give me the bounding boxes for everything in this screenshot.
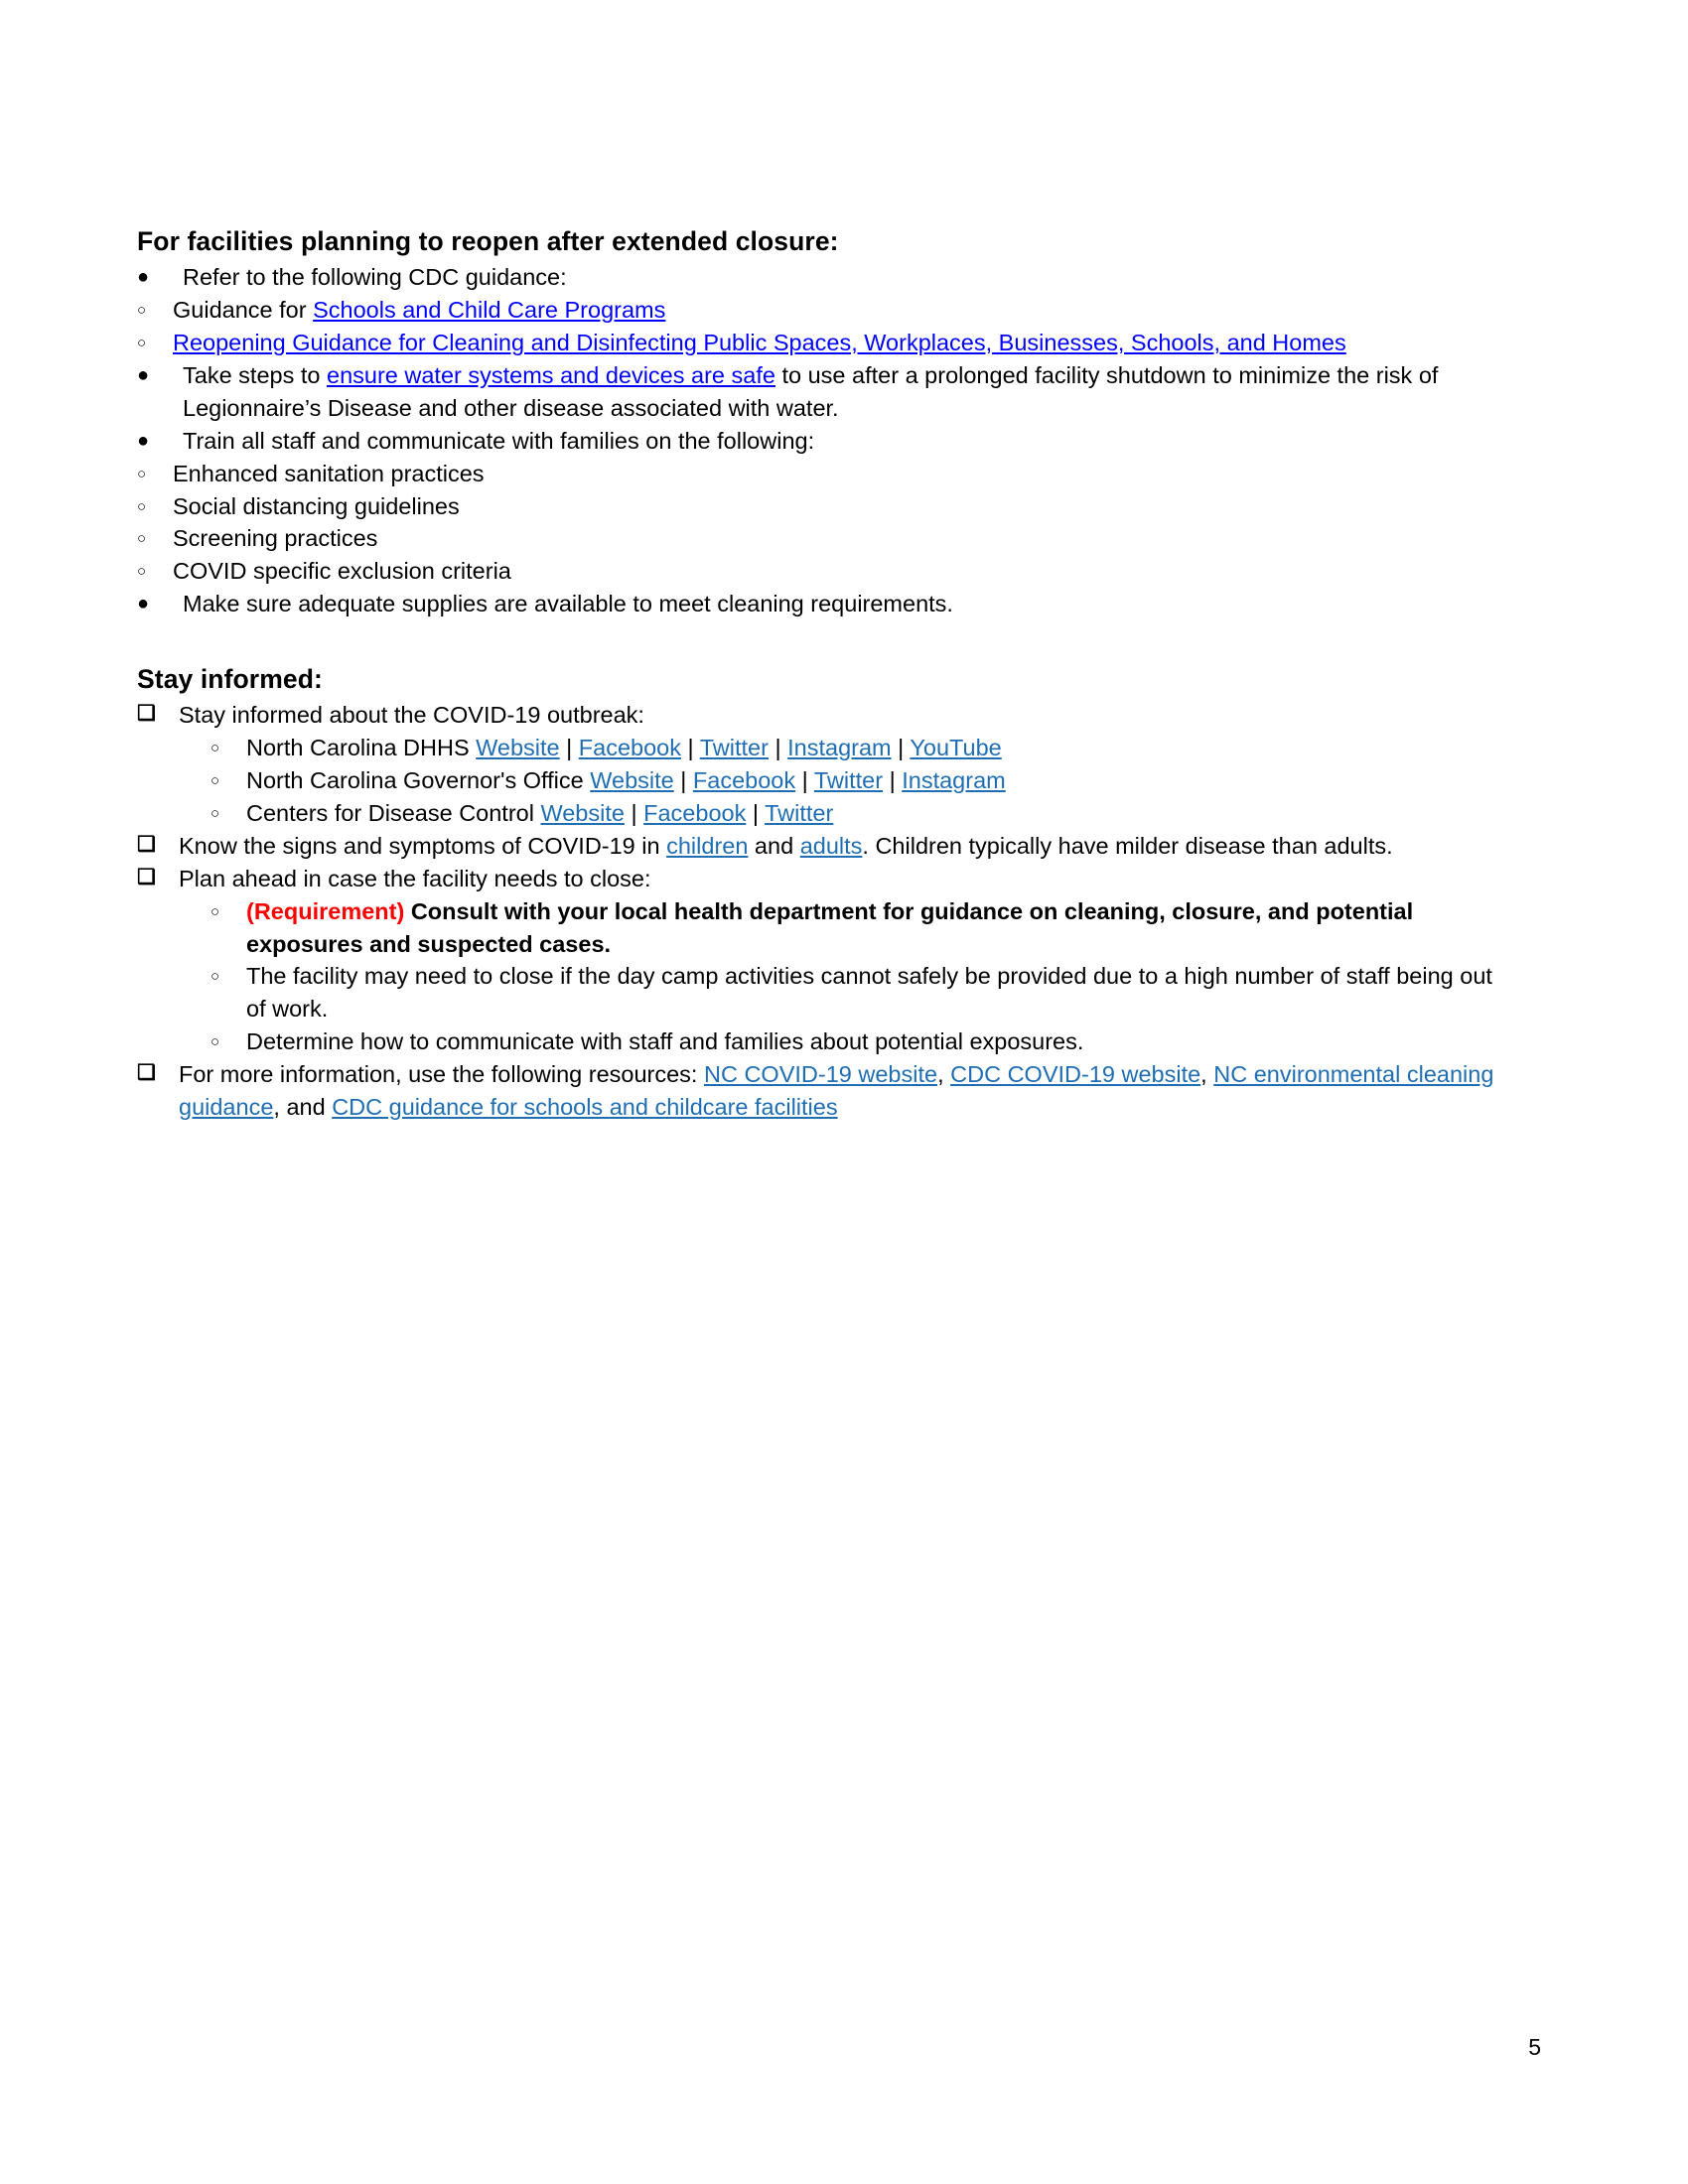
org-name-cdc: Centers for Disease Control	[246, 800, 541, 826]
list-item	[137, 522, 1507, 555]
checkbox-bullet-icon: ❑	[137, 832, 156, 856]
signs-symptoms-suffix: . Children typically have milder disease than adults.	[862, 832, 1393, 859]
list-item	[137, 425, 1507, 458]
circle-bullet-icon: ○	[211, 805, 220, 822]
link-dhhs-twitter[interactable]: Twitter	[699, 735, 769, 761]
list-item-label: Determine how to communicate with staff and families about potential exposures.	[246, 1028, 1084, 1055]
disc-bullet-icon: ●	[137, 363, 150, 386]
list-item-label: Plan ahead in case the facility needs to close:	[179, 865, 651, 891]
link-separator: |	[795, 767, 814, 794]
org-cdc-line	[246, 797, 1507, 830]
checkbox-bullet-icon: ❑	[137, 702, 156, 726]
link-children-symptoms[interactable]: children	[666, 832, 749, 859]
list-item	[211, 764, 1507, 797]
link-ensure-water-systems-safe[interactable]: ensure water systems and devices are safe	[327, 361, 775, 388]
water-systems-suffix: to use after a prolonged facility shutdown to minimize the risk of Legionnaire’s Disease and other disease associated with water.	[183, 361, 1439, 421]
link-cdc-website[interactable]: Website	[540, 800, 625, 826]
list-item	[211, 732, 1507, 764]
org-name-governor: North Carolina Governor's Office	[246, 767, 591, 794]
list-item	[211, 1025, 1507, 1058]
more-information-prefix: For more information, use the following resources:	[179, 1061, 704, 1088]
circle-bullet-icon: ○	[137, 563, 147, 581]
resources-comma-1: ,	[937, 1061, 951, 1088]
closure-plan-sublist	[211, 895, 1507, 1058]
list-item	[137, 490, 1507, 523]
list-item	[137, 830, 1507, 863]
list-item	[137, 458, 1507, 490]
circle-bullet-icon: ○	[137, 530, 147, 548]
disc-bullet-icon: ●	[137, 593, 150, 615]
list-item-label: Refer to the following CDC guidance:	[183, 264, 567, 291]
link-dhhs-facebook[interactable]: Facebook	[578, 735, 681, 761]
list-item	[137, 327, 1507, 359]
list-item-label: The facility may need to close if the day camp activities cannot safely be provided due to a high number of staff being out of work.	[246, 963, 1492, 1023]
checkbox-bullet-icon: ❑	[137, 865, 156, 888]
list-item-label: Enhanced sanitation practices	[173, 460, 485, 486]
disc-bullet-icon: ●	[137, 266, 150, 289]
link-separator: |	[681, 735, 700, 761]
circle-bullet-icon: ○	[211, 902, 220, 920]
link-separator: |	[746, 800, 766, 826]
requirement-body-text: Consult with your local health department for guidance on cleaning, closure, and potential exposures and suspected cases.	[246, 897, 1414, 957]
link-separator: |	[768, 735, 788, 761]
requirement-badge: (Requirement)	[246, 897, 405, 924]
link-adults-symptoms[interactable]: adults	[799, 832, 863, 859]
list-item	[137, 699, 1507, 732]
link-separator: |	[891, 735, 911, 761]
checkbox-bullet-icon: ❑	[137, 1061, 156, 1085]
list-item-label: COVID specific exclusion criteria	[173, 558, 511, 585]
link-reopening-guidance-cleaning-disinfecting[interactable]: Reopening Guidance for Cleaning and Disinfecting Public Spaces, Workplaces, Businesses, Schools, and Homes	[173, 330, 1346, 356]
organization-links-sublist	[211, 732, 1507, 830]
link-cdc-covid19-website[interactable]: CDC COVID-19 website	[950, 1061, 1201, 1088]
requirement-consult-line	[246, 895, 1507, 961]
link-separator: |	[883, 767, 903, 794]
more-information-line	[179, 1058, 1507, 1124]
page-number: 5	[1528, 2034, 1541, 2060]
stay-informed-list	[137, 699, 1507, 1124]
circle-bullet-icon: ○	[211, 740, 220, 757]
list-item-label: Screening practices	[173, 525, 378, 552]
link-governor-instagram[interactable]: Instagram	[902, 767, 1006, 794]
list-item	[137, 588, 1507, 620]
circle-bullet-icon: ○	[137, 335, 147, 352]
circle-bullet-icon: ○	[137, 302, 147, 320]
resources-conjunction: , and	[273, 1094, 333, 1121]
guidance-prefix-text: Guidance for	[173, 297, 314, 324]
link-cdc-twitter[interactable]: Twitter	[765, 800, 834, 826]
list-item	[137, 359, 1507, 425]
list-item	[211, 960, 1507, 1025]
link-governor-facebook[interactable]: Facebook	[692, 767, 796, 794]
training-topics-sublist	[137, 458, 1507, 589]
list-item	[137, 555, 1507, 588]
link-cdc-guidance-schools-childcare[interactable]: CDC guidance for schools and childcare facilities	[332, 1094, 838, 1121]
resources-comma-2: ,	[1200, 1061, 1214, 1088]
link-separator: |	[559, 735, 579, 761]
circle-bullet-icon: ○	[211, 1033, 220, 1051]
list-item	[137, 1058, 1507, 1124]
link-separator: |	[673, 767, 693, 794]
signs-symptoms-middle: and	[748, 832, 800, 859]
water-systems-line	[183, 359, 1507, 425]
circle-bullet-icon: ○	[137, 497, 147, 515]
link-cdc-facebook[interactable]: Facebook	[643, 800, 747, 826]
stay-informed-heading: Stay informed:	[137, 664, 323, 695]
link-dhhs-website[interactable]: Website	[476, 735, 560, 761]
list-item	[211, 797, 1507, 830]
circle-bullet-icon: ○	[211, 968, 220, 986]
guidance-reopening-line	[173, 327, 1507, 359]
list-item-label: Make sure adequate supplies are available to meet cleaning requirements.	[183, 591, 953, 617]
water-systems-prefix: Take steps to	[183, 361, 327, 388]
list-item-label: Train all staff and communicate with families on the following:	[183, 427, 815, 454]
circle-bullet-icon: ○	[137, 465, 147, 482]
link-governor-twitter[interactable]: Twitter	[813, 767, 884, 794]
cdc-guidance-sublist	[137, 294, 1507, 359]
circle-bullet-icon: ○	[211, 772, 220, 790]
link-dhhs-youtube[interactable]: YouTube	[910, 735, 1002, 761]
signs-symptoms-prefix: Know the signs and symptoms of COVID-19 in	[179, 832, 667, 859]
link-dhhs-instagram[interactable]: Instagram	[787, 735, 892, 761]
list-item-label: Stay informed about the COVID-19 outbreak:	[179, 702, 644, 729]
link-schools-child-care-programs[interactable]: Schools and Child Care Programs	[313, 297, 666, 324]
list-item	[137, 261, 1507, 294]
signs-symptoms-line	[179, 830, 1507, 863]
org-governor-line	[246, 764, 1507, 797]
reopen-bullet-list	[137, 261, 1507, 620]
list-item	[211, 895, 1507, 961]
list-item	[137, 294, 1507, 327]
page-content	[137, 226, 1507, 1124]
org-name-dhhs: North Carolina DHHS	[246, 735, 477, 761]
guidance-schools-line	[173, 294, 1507, 327]
link-separator: |	[624, 800, 644, 826]
link-governor-website[interactable]: Website	[590, 767, 674, 794]
list-item-label: Social distancing guidelines	[173, 492, 460, 519]
disc-bullet-icon: ●	[137, 429, 150, 452]
page-title: For facilities planning to reopen after extended closure:	[137, 226, 839, 256]
link-nc-covid19-website[interactable]: NC COVID-19 website	[703, 1061, 938, 1088]
org-dhhs-line	[246, 732, 1507, 764]
list-item	[137, 863, 1507, 895]
link-nc-environmental-cleaning-guidance[interactable]: NC environmental cleaning guidance	[179, 1061, 1494, 1121]
